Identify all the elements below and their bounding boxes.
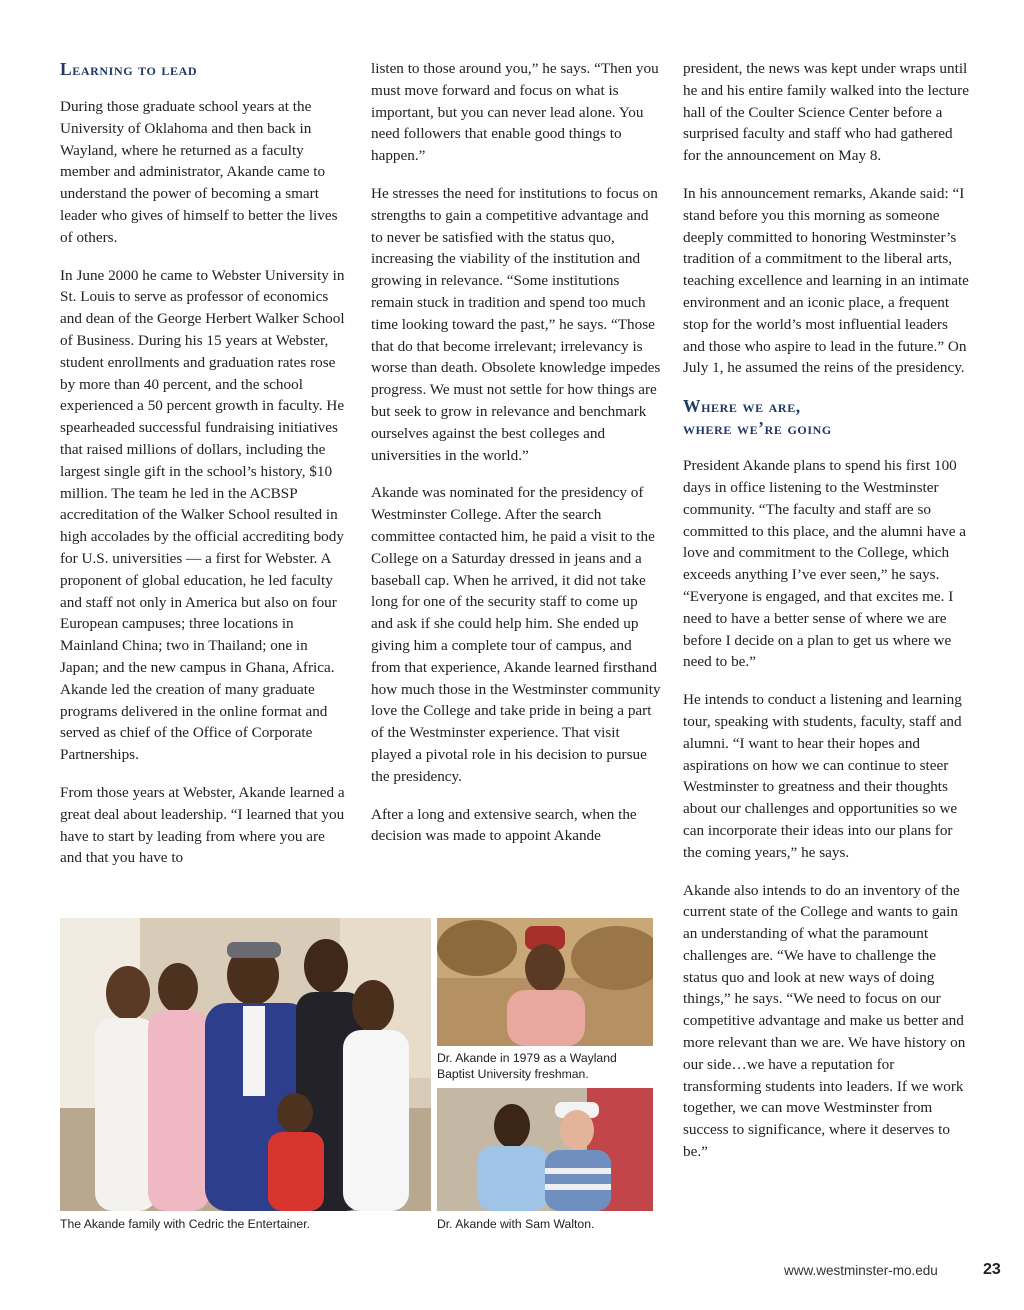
freshman-photo-caption: Dr. Akande in 1979 as a Wayland Baptist University freshman. [437,1051,617,1081]
heading-line-2: where we’re going [683,418,832,439]
walton-photo-caption: Dr. Akande with Sam Walton. [437,1217,595,1231]
body-paragraph: president, the news was kept under wraps until he and his entire family walked into the lecture hall of the Coulter Science Center before a surprised faculty and staff who had gathered for the announcement on May 8. [683,60,969,165]
body-paragraph: From those years at Webster, Akande learned a great deal about leadership. “I learned that you have to start by leading from where you are and that you have to [60,783,345,867]
article-column-1 [60,58,350,885]
family-photo-caption: The Akande family with Cedric the Entertainer. [60,1217,310,1231]
article-column-3 [683,58,973,1179]
sam-walton-photo [437,1088,653,1211]
body-paragraph: listen to those around you,” he says. “Then you must move forward and focus on what is important, but you can never lead alone. You need followers that enable good things to happen.” [371,60,659,165]
article-column-2 [371,58,661,863]
body-paragraph: He stresses the need for institutions to focus on strengths to gain a competitive advantage and to never be satisfied with the status quo, increasing the viability of the institution and growing in relevance. “Some institutions remain stuck in tradition and spend too much time looking toward the past,” he says. “Those that do that become irrelevant; irrelevancy is worse than death. Obsolete knowledge impedes progress. We must not settle for how things are but seek to grow in relevance and benchmark ourselves against the best colleges and universities in the world.” [371,184,661,464]
body-paragraph: In June 2000 he came to Webster University in St. Louis to serve as professor of economics and dean of the George Herbert Walker School of Business. During his 15 years at Webster, student enrollments and graduation rates rose by more than 40 percent, and the school experienced a 50 percent growth in faculty. He spearheaded successful fundraising initiatives that raised millions of dollars, including the largest single gift in the school’s history, $10 million. The team he led in the ACBSP accreditation of the Walker School resulted in high accolades by the official accrediting body for U.S. universities — a first for Webster. A proponent of global education, he led faculty and staff not only in America but also on four European campuses; three locations in Mainland China; two in Thailand; one in Japan; and the new campus in Ghana, Africa. Akande led the creation of many graduate programs delivered in the online format and served as chief of the Office of Corporate Partnerships. [60,266,345,764]
section-heading-learning-to-lead: Learning to lead [60,59,198,79]
body-paragraph: President Akande plans to spend his first 100 days in office listening to the Westminster community. “The faculty and staff are so committed to this place, and the alumni have a love and commitment to the College, which exceeds anything I’ve ever seen,” he says. “Everyone is engaged, and that excites me. I need to have a better sense of where we are before I decide on a plan to get us where we need to be.” [683,457,966,671]
freshman-photo [437,918,653,1046]
family-photo [60,918,431,1211]
body-paragraph: Akande was nominated for the presidency of Westminster College. After the search committee contacted him, he paid a visit to the College on a Saturday dressed in jeans and a baseball cap. When he arrived, it did not take long for one of the security staff to come up and ask if she could help him. She ended up giving him a complete tour of campus, and from that experience, Akande learned firsthand how much those in the Westminster community love the College and take pride in being a part of the Westminster experience. That visit played a pivotal role in his decision to pursue the presidency. [371,484,661,785]
body-paragraph: During those graduate school years at the University of Oklahoma and then back in Wayland, where he returned as a faculty member and administrator, Akande came to understand the power of becoming a smart leader who gives of himself to better the lives of others. [60,98,338,246]
page-number: 23 [983,1261,1001,1278]
footer-website-url: www.westminster-mo.edu [784,1263,938,1278]
section-heading-where-we-are [683,395,973,439]
body-paragraph: Akande also intends to do an inventory of the current state of the College and wants to gain an understanding of what the paramount challenges are. “We have to challenge the status quo and look at new ways of doing things,” he says. “We need to focus on our competitive advantage and make us better and more relevant than we are. We have history on our side…we have a reputation for transforming students into leaders. If we work together, we can move Westminster from success to significance, where it deserves to be.” [683,881,966,1161]
body-paragraph: In his announcement remarks, Akande said: “I stand before you this morning as someone deeply committed to honoring Westminster’s tradition of a commitment to the liberal arts, teaching excellence and learning in an intimate environment and an iconic place, a frequent stop for the world’s most influential leaders and those who aspire to lead in the future.” On July 1, he assumed the reins of the presidency. [683,184,969,377]
body-paragraph: After a long and extensive search, when the decision was made to appoint Akande [371,805,637,845]
heading-line-1: Where we are, [683,396,801,417]
body-paragraph: He intends to conduct a listening and learning tour, speaking with students, faculty, staff and alumni. “I want to hear their hopes and aspirations on how we can continue to steer Westminster to greatness and their thoughts about our challenges and opportunities so we can incorporate their ideas into our plans for the coming years,” he says. [683,691,962,861]
